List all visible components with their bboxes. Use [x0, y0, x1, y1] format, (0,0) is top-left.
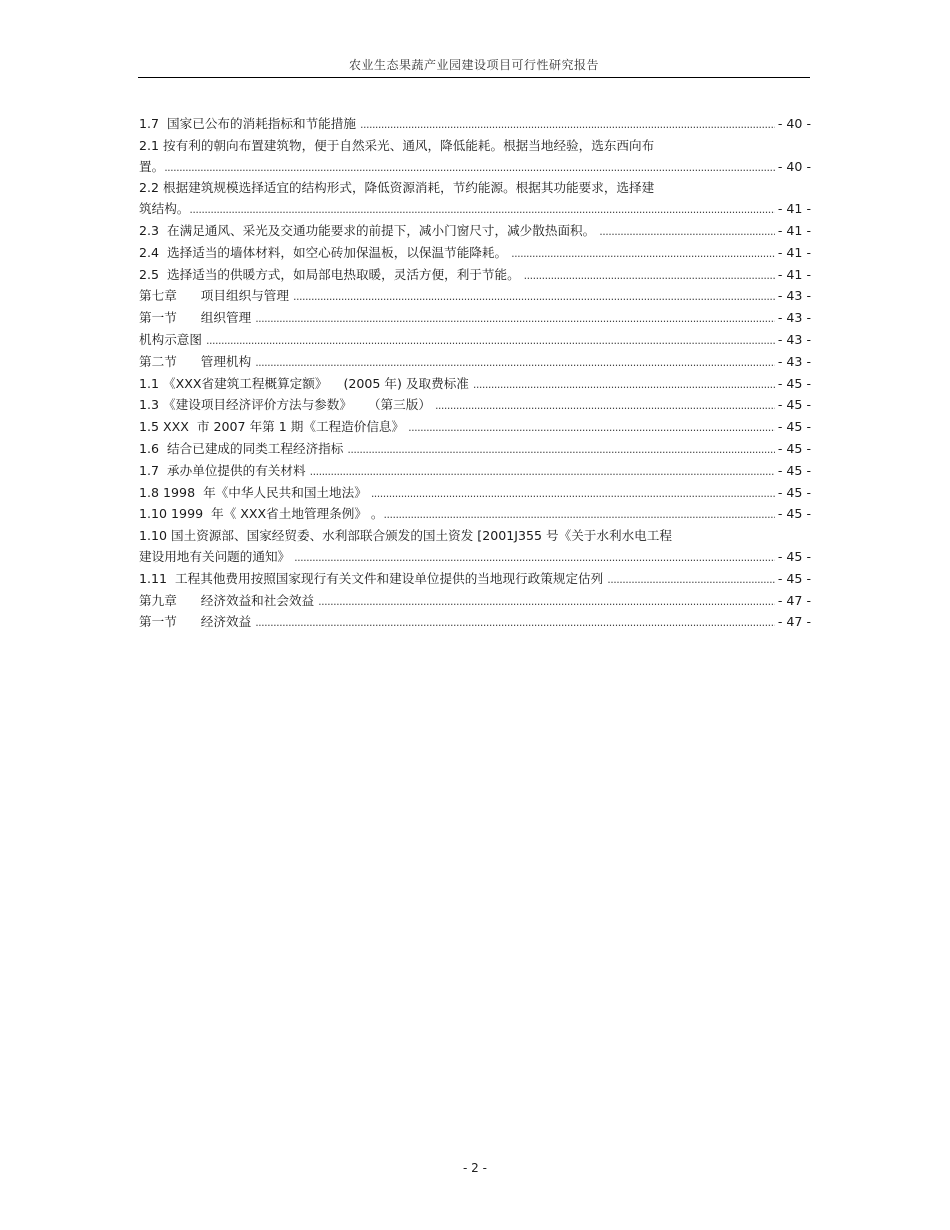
toc-page-number: - 45 - — [777, 462, 811, 478]
toc-entry[interactable] — [139, 417, 811, 439]
toc-page-number: - 40 - — [777, 158, 811, 174]
toc-page-number: - 45 - — [777, 419, 811, 435]
toc-entry[interactable] — [139, 199, 811, 221]
toc-entry[interactable] — [139, 439, 811, 461]
toc-leader-dots — [206, 331, 775, 352]
toc-entry-title: 1.11 工程其他费用按照国家现行有关文件和建设单位提供的当地现行政策规定估列 — [139, 570, 608, 586]
toc-entry[interactable] — [139, 591, 811, 613]
toc-leader-dots — [384, 505, 775, 526]
toc-entry[interactable] — [139, 330, 811, 352]
toc-leader-dots — [318, 592, 775, 613]
toc-page-number: - 43 - — [777, 353, 811, 369]
toc-entry[interactable] — [139, 461, 811, 483]
toc-leader-dots — [347, 440, 775, 461]
toc-leader-dots — [255, 309, 775, 330]
toc-page-number: - 43 - — [777, 310, 811, 326]
page-number-footer: - 2 - — [463, 1161, 487, 1175]
toc-page-number: - 45 - — [777, 375, 811, 391]
toc-entry-title: 机构示意图 — [139, 331, 206, 347]
toc-entry-title: 1.7 国家已公布的消耗指标和节能措施 — [139, 116, 360, 131]
toc-leader-dots — [310, 462, 775, 483]
toc-leader-dots — [435, 396, 775, 417]
toc-leader-dots — [255, 353, 775, 374]
toc-entry[interactable] — [139, 395, 811, 417]
toc-entry-title-continued: 建设用地有关问题的通知》 — [139, 548, 295, 564]
toc-entry-title: 第一节 经济效益 — [139, 614, 256, 630]
toc-page-number: - 41 - — [777, 266, 811, 282]
toc-entry-title: 第一节 组织管理 — [139, 310, 256, 326]
toc-leader-dots — [408, 418, 775, 439]
toc-entry-title: 2.5 选择适当的供暖方式，如局部电热取暖，灵活方便，利于节能。 — [139, 266, 524, 282]
toc-leader-dots — [189, 200, 775, 221]
toc-entry-title-continued: 筑结构。 — [139, 201, 190, 217]
toc-entry[interactable] — [139, 483, 811, 505]
toc-entry[interactable] — [139, 547, 811, 569]
toc-entry-title-continued: 置。 — [139, 158, 165, 174]
toc-page-number: - 45 - — [777, 440, 811, 456]
toc-page-number: - 45 - — [777, 506, 811, 522]
toc-leader-dots — [360, 115, 775, 136]
toc-page-number: - 43 - — [777, 331, 811, 347]
toc-entry-title[interactable]: 1.10 国土资源部、国家经贸委、水利部联合颁发的国土资发 [2001J355 号《关于水利水电工程 — [139, 528, 672, 544]
toc-page-number: - 40 - — [777, 116, 811, 131]
toc-leader-dots — [511, 244, 775, 265]
toc-page-number: - 47 - — [777, 592, 811, 608]
toc-entry-title: 第七章 项目组织与管理 — [139, 288, 293, 304]
toc-entry-title: 2.3 在满足通风、采光及交通功能要求的前提下，减小门窗尺寸，减少散热面积。 — [139, 222, 600, 238]
toc-entry[interactable] — [139, 308, 811, 330]
toc-entry[interactable] — [139, 114, 811, 136]
toc-page-number: - 45 - — [777, 484, 811, 500]
toc-entry-title[interactable]: 2.1 按有利的朝向布置建筑物，便于自然采光、通风，降低能耗。根据当地经验，选东西向布 — [139, 137, 655, 153]
toc-leader-dots — [164, 158, 775, 179]
toc-entry-title: 1.1 《XXX省建筑工程概算定额》 (2005 年) 及取费标准 — [139, 375, 473, 391]
toc-entry-title: 2.4 选择适当的墙体材料，如空心砖加保温板，以保温节能降耗。 — [139, 244, 512, 260]
toc-entry[interactable] — [139, 157, 811, 179]
toc-entry-title: 1.3 《建设项目经济评价方法与参数》 （第三版） — [139, 397, 435, 413]
toc-page-number: - 41 - — [777, 201, 811, 217]
toc-page-number: - 41 - — [777, 222, 811, 238]
toc-page-number: - 45 - — [777, 397, 811, 413]
toc-page-number: - 47 - — [777, 614, 811, 630]
toc-entry-title: 第二节 管理机构 — [139, 353, 256, 369]
toc-entry-title[interactable]: 2.2 根据建筑规模选择适宜的结构形式，降低资源消耗，节约能源。根据其功能要求，选择建 — [139, 180, 655, 196]
toc-leader-dots — [294, 548, 775, 569]
toc-entry[interactable] — [139, 612, 811, 634]
toc-entry-title: 1.10 1999 年《 XXX省土地管理条例》 。 — [139, 506, 384, 522]
toc-entry[interactable] — [139, 286, 811, 308]
toc-entry[interactable] — [139, 221, 811, 243]
toc-entry[interactable] — [139, 569, 811, 591]
header-divider — [138, 77, 810, 78]
toc-leader-dots — [293, 287, 775, 308]
toc-entry[interactable] — [139, 265, 811, 287]
toc-page-number: - 41 - — [777, 244, 811, 260]
toc-entry[interactable] — [139, 374, 811, 396]
toc-leader-dots — [607, 570, 775, 591]
toc-leader-dots — [599, 222, 775, 243]
toc-leader-dots — [524, 266, 775, 287]
toc-leader-dots — [371, 484, 775, 505]
toc-entry-title: 1.6 结合已建成的同类工程经济指标 — [139, 440, 348, 456]
toc-page-number: - 45 - — [777, 548, 811, 564]
toc-entry[interactable] — [139, 243, 811, 265]
toc-page-number: - 43 - — [777, 288, 811, 304]
toc-entry-title: 1.5 XXX 市 2007 年第 1 期《工程造价信息》 — [139, 419, 409, 435]
table-of-contents — [139, 114, 811, 634]
running-header: 农业生态果蔬产业园建设项目可行性研究报告 — [348, 58, 599, 72]
toc-entry[interactable] — [139, 352, 811, 374]
toc-entry-title: 1.7 承办单位提供的有关材料 — [139, 462, 310, 478]
toc-entry-title: 第九章 经济效益和社会效益 — [139, 592, 319, 608]
toc-leader-dots — [255, 613, 775, 634]
toc-page-number: - 45 - — [777, 570, 811, 586]
toc-entry-title: 1.8 1998 年《中华人民共和国土地法》 — [139, 484, 371, 500]
toc-entry[interactable] — [139, 504, 811, 526]
toc-leader-dots — [473, 375, 775, 396]
